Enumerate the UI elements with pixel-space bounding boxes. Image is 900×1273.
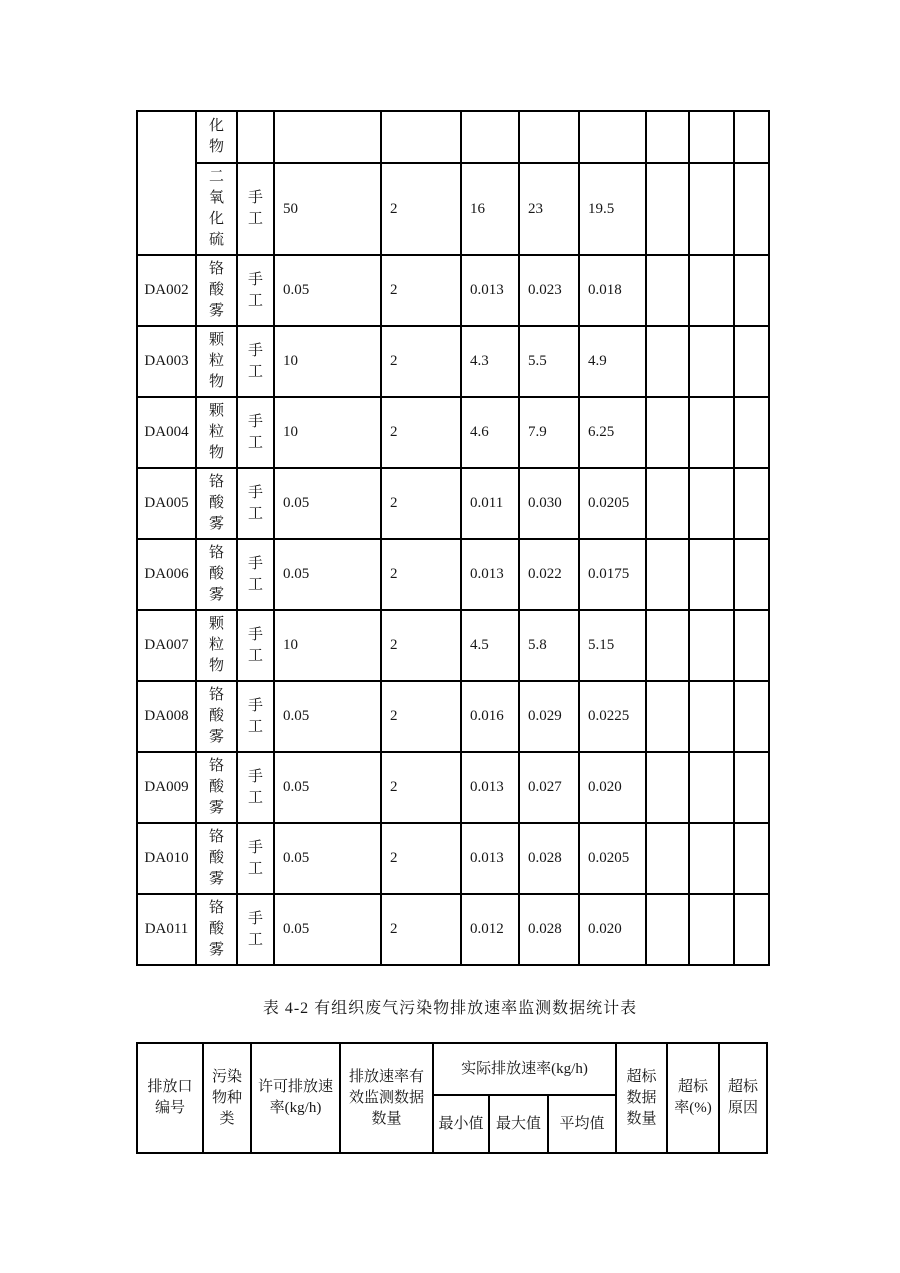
table-row [137,752,769,823]
count-cell: 2 [381,610,461,681]
outlet-cell: DA004 [137,397,196,468]
permitted-cell: 10 [274,326,381,397]
count-cell: 2 [381,823,461,894]
monitoring-table-body [137,111,769,965]
max-cell: 0.022 [519,539,579,610]
table-row [137,163,769,255]
header-actual-rate-group: 实际排放速率(kg/h) [433,1043,616,1095]
header-exceed-reason: 超标原因 [719,1043,767,1153]
count-cell [381,111,461,163]
method-text: 手工 [247,768,263,806]
permitted-cell: 0.05 [274,752,381,823]
min-cell: 4.6 [461,397,519,468]
table-row [137,894,769,965]
over-count-cell [646,539,689,610]
outlet-cell: DA010 [137,823,196,894]
method-cell [237,681,274,752]
over-reason-cell [734,163,769,255]
min-cell: 4.5 [461,610,519,681]
over-rate-cell [689,752,734,823]
stats-header-table [136,1042,768,1154]
table-row [137,610,769,681]
table-row [137,468,769,539]
count-cell: 2 [381,468,461,539]
avg-cell: 0.020 [579,894,646,965]
over-rate-cell [689,397,734,468]
method-text: 手工 [247,342,263,380]
pollutant-text: 二氧化硫 [208,169,224,248]
count-cell: 2 [381,255,461,326]
over-reason-cell [734,752,769,823]
avg-cell [579,111,646,163]
max-cell: 0.030 [519,468,579,539]
pollutant-text: 铬酸雾 [208,474,224,532]
over-rate-cell [689,610,734,681]
pollutant-text: 颗粒物 [208,332,224,390]
header-max-value: 最大值 [489,1095,548,1153]
method-text: 手工 [247,839,263,877]
pollutant-cell [196,823,237,894]
permitted-cell: 0.05 [274,468,381,539]
table-row [137,111,769,163]
pollutant-cell [196,326,237,397]
over-reason-cell [734,539,769,610]
over-count-cell [646,681,689,752]
permitted-cell: 0.05 [274,255,381,326]
avg-cell: 19.5 [579,163,646,255]
over-rate-cell [689,894,734,965]
method-text: 手工 [247,555,263,593]
method-cell [237,894,274,965]
permitted-cell: 0.05 [274,681,381,752]
over-rate-cell [689,539,734,610]
header-exceed-rate: 超标率(%) [667,1043,719,1153]
permitted-cell: 0.05 [274,539,381,610]
method-cell [237,468,274,539]
min-cell: 0.013 [461,539,519,610]
max-cell: 23 [519,163,579,255]
min-cell: 0.016 [461,681,519,752]
table-row [137,397,769,468]
over-reason-cell [734,823,769,894]
over-reason-cell [734,468,769,539]
over-reason-cell [734,111,769,163]
over-rate-cell [689,468,734,539]
avg-cell: 0.0175 [579,539,646,610]
permitted-cell: 0.05 [274,823,381,894]
count-cell: 2 [381,539,461,610]
over-count-cell [646,397,689,468]
method-cell [237,326,274,397]
max-cell: 0.023 [519,255,579,326]
pollutant-cell [196,111,237,163]
pollutant-text: 铬酸雾 [208,687,224,745]
over-reason-cell [734,397,769,468]
method-text: 手工 [247,484,263,522]
max-cell: 5.8 [519,610,579,681]
over-count-cell [646,752,689,823]
over-count-cell [646,823,689,894]
count-cell: 2 [381,163,461,255]
method-cell [237,823,274,894]
method-text: 手工 [247,413,263,451]
permitted-cell: 10 [274,610,381,681]
outlet-cell: DA002 [137,255,196,326]
header-min-value: 最小值 [433,1095,489,1153]
min-cell: 0.013 [461,823,519,894]
over-reason-cell [734,326,769,397]
emission-monitoring-table [136,110,770,966]
over-reason-cell [734,894,769,965]
method-text: 手工 [247,697,263,735]
pollutant-cell [196,255,237,326]
count-cell: 2 [381,397,461,468]
min-cell: 0.013 [461,255,519,326]
permitted-cell: 10 [274,397,381,468]
method-cell [237,397,274,468]
outlet-cell: DA009 [137,752,196,823]
outlet-cell: DA006 [137,539,196,610]
over-rate-cell [689,681,734,752]
method-text: 手工 [247,271,263,309]
pollutant-cell [196,681,237,752]
method-text: 手工 [247,190,263,227]
min-cell: 4.3 [461,326,519,397]
outlet-cell: DA008 [137,681,196,752]
outlet-cell: DA005 [137,468,196,539]
table-caption: 表 4-2 有组织废气污染物排放速率监测数据统计表 [262,1000,638,1017]
count-cell: 2 [381,326,461,397]
min-cell: 0.012 [461,894,519,965]
permitted-cell [274,111,381,163]
table-row [137,539,769,610]
permitted-cell: 50 [274,163,381,255]
max-cell: 0.029 [519,681,579,752]
outlet-cell [137,111,196,255]
over-count-cell [646,326,689,397]
avg-cell: 4.9 [579,326,646,397]
method-cell [237,163,274,255]
pollutant-text: 颗粒物 [208,616,224,674]
over-count-cell [646,610,689,681]
outlet-cell: DA011 [137,894,196,965]
min-cell: 16 [461,163,519,255]
outlet-cell: DA007 [137,610,196,681]
over-reason-cell [734,681,769,752]
max-cell: 0.027 [519,752,579,823]
header-outlet: 排放口编号 [137,1043,203,1153]
over-reason-cell [734,255,769,326]
pollutant-cell [196,894,237,965]
avg-cell: 0.0205 [579,823,646,894]
over-count-cell [646,255,689,326]
pollutant-cell [196,539,237,610]
pollutant-cell [196,397,237,468]
max-cell: 0.028 [519,823,579,894]
max-cell: 7.9 [519,397,579,468]
method-cell [237,539,274,610]
over-rate-cell [689,111,734,163]
pollutant-text: 铬酸雾 [208,758,224,816]
count-cell: 2 [381,894,461,965]
avg-cell: 0.018 [579,255,646,326]
method-text: 手工 [247,626,263,664]
over-rate-cell [689,163,734,255]
over-count-cell [646,163,689,255]
header-exceed-count: 超标数据数量 [616,1043,667,1153]
min-cell: 0.011 [461,468,519,539]
header-pollutant: 污染物种类 [203,1043,251,1153]
method-text: 手工 [247,910,263,948]
max-cell: 5.5 [519,326,579,397]
header-permitted-rate: 许可排放速率(kg/h) [251,1043,340,1153]
over-reason-cell [734,610,769,681]
header-avg-value: 平均值 [548,1095,616,1153]
permitted-cell: 0.05 [274,894,381,965]
table-row [137,823,769,894]
pollutant-text: 铬酸雾 [208,900,224,958]
max-cell: 0.028 [519,894,579,965]
method-cell [237,752,274,823]
avg-cell: 5.15 [579,610,646,681]
header-valid-data-count: 排放速率有效监测数据数量 [340,1043,433,1153]
count-cell: 2 [381,681,461,752]
over-count-cell [646,111,689,163]
table-row [137,255,769,326]
table-row [137,326,769,397]
avg-cell: 6.25 [579,397,646,468]
over-rate-cell [689,255,734,326]
pollutant-cell [196,163,237,255]
outlet-cell: DA003 [137,326,196,397]
method-cell [237,255,274,326]
avg-cell: 0.0225 [579,681,646,752]
max-cell [519,111,579,163]
pollutant-cell [196,468,237,539]
min-cell [461,111,519,163]
over-count-cell [646,894,689,965]
avg-cell: 0.0205 [579,468,646,539]
method-cell [237,610,274,681]
pollutant-cell [196,752,237,823]
pollutant-text: 化物 [208,118,224,155]
method-cell [237,111,274,163]
pollutant-text: 铬酸雾 [208,545,224,603]
pollutant-text: 颗粒物 [208,403,224,461]
over-rate-cell [689,326,734,397]
count-cell: 2 [381,752,461,823]
over-rate-cell [689,823,734,894]
avg-cell: 0.020 [579,752,646,823]
pollutant-cell [196,610,237,681]
pollutant-text: 铬酸雾 [208,261,224,319]
pollutant-text: 铬酸雾 [208,829,224,887]
table-row [137,681,769,752]
min-cell: 0.013 [461,752,519,823]
over-count-cell [646,468,689,539]
